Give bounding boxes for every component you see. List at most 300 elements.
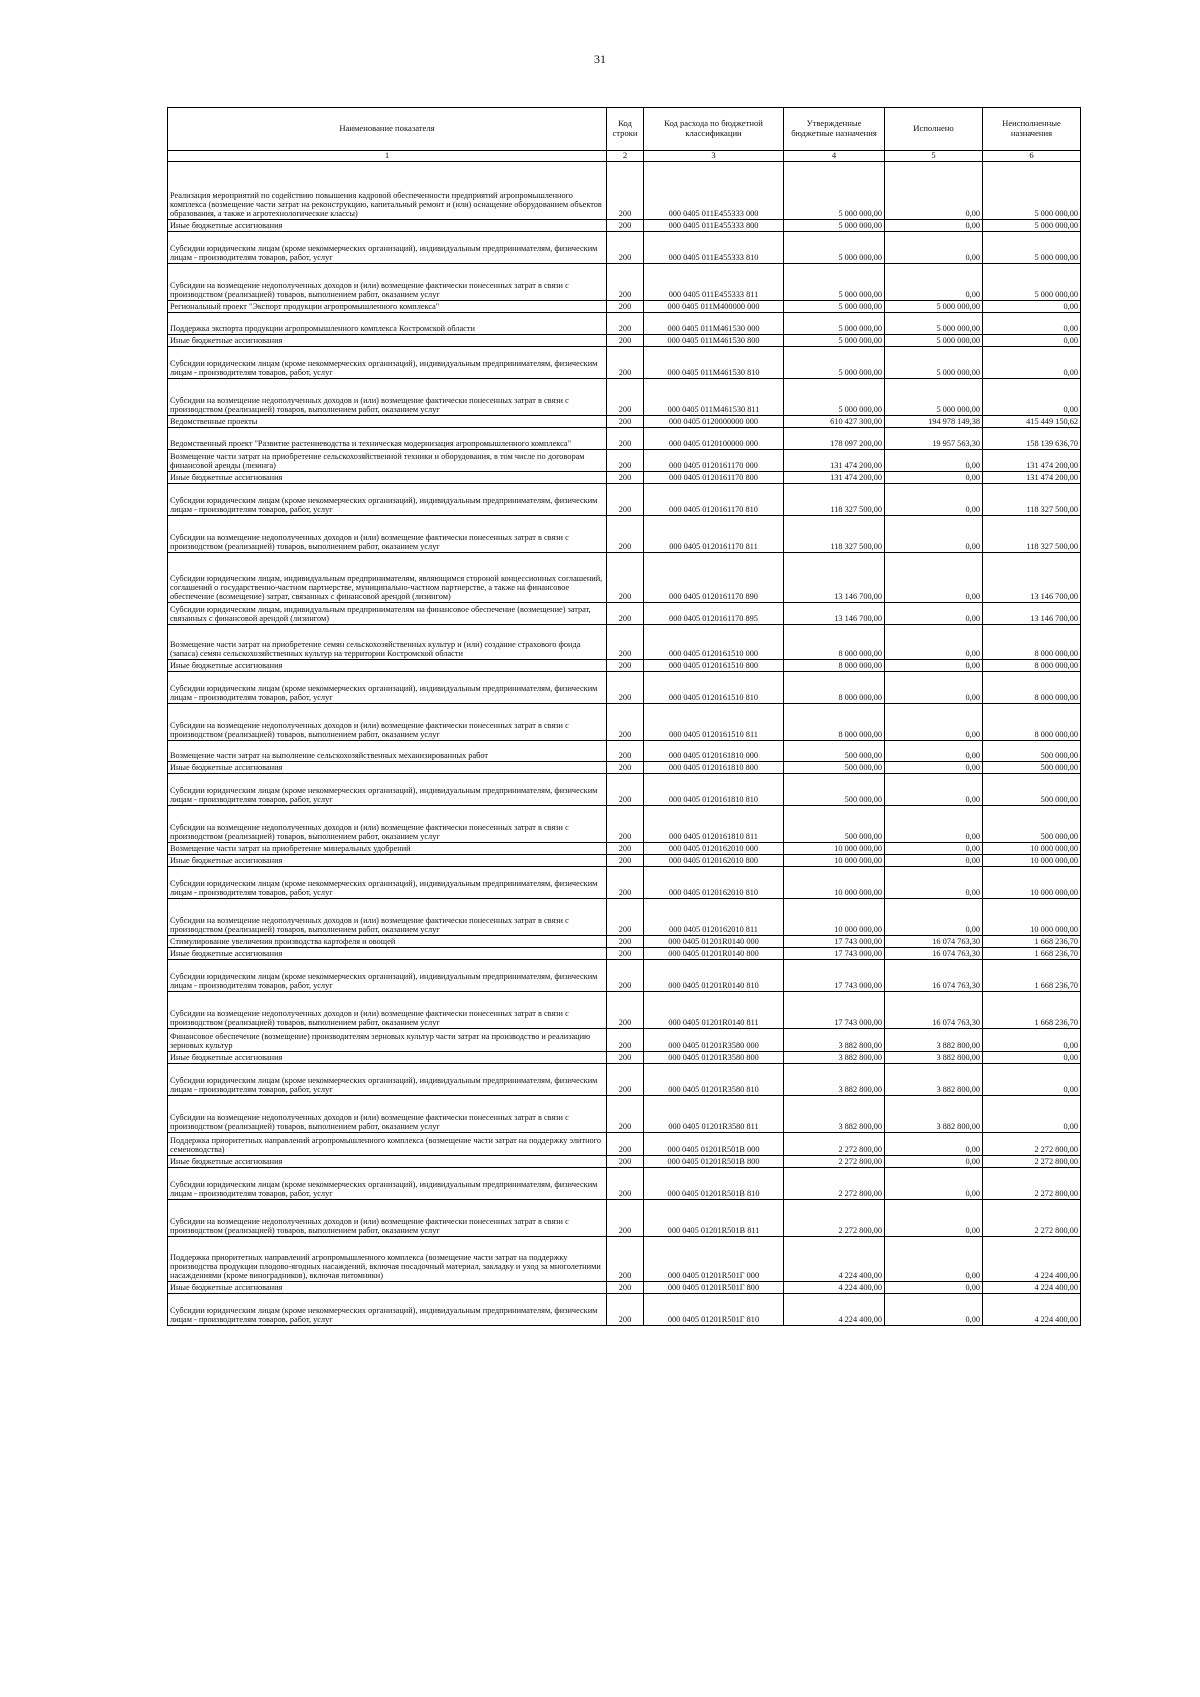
row-remaining-amount: 13 146 700,00 (983, 552, 1081, 602)
row-remaining-amount: 2 272 800,00 (983, 1132, 1081, 1155)
column-number: 6 (983, 151, 1081, 162)
row-line-code: 200 (607, 959, 644, 991)
row-line-code: 200 (607, 854, 644, 866)
header-remaining: Неисполненные назначения (983, 108, 1081, 151)
row-budget-code: 000 0405 0120162010 811 (644, 898, 784, 935)
row-executed-amount: 0,00 (885, 624, 983, 659)
row-remaining-amount: 131 474 200,00 (983, 449, 1081, 471)
row-budget-code: 000 0405 0120161810 800 (644, 761, 784, 773)
row-budget-code: 000 0405 0120161810 000 (644, 740, 784, 761)
row-approved-amount: 5 000 000,00 (784, 161, 885, 219)
row-executed-amount: 3 882 800,00 (885, 1028, 983, 1051)
row-remaining-amount: 5 000 000,00 (983, 263, 1081, 300)
row-indicator-name: Субсидии юридическим лицам (кроме некоммерческих организаций), индивидуальным предпринимателям, физическим лицам - производителям товаров, работ, услуг (168, 671, 607, 703)
row-indicator-name: Иные бюджетные ассигнования (168, 334, 607, 346)
row-approved-amount: 3 882 800,00 (784, 1028, 885, 1051)
row-budget-code: 000 0405 011М461530 000 (644, 312, 784, 334)
table-row (168, 263, 1081, 300)
row-line-code: 200 (607, 1095, 644, 1132)
row-remaining-amount: 0,00 (983, 378, 1081, 415)
row-line-code: 200 (607, 471, 644, 483)
table-row (168, 312, 1081, 334)
table-row (168, 515, 1081, 552)
row-budget-code: 000 0405 011Е455333 800 (644, 219, 784, 231)
row-remaining-amount: 10 000 000,00 (983, 854, 1081, 866)
row-executed-amount: 16 074 763,30 (885, 947, 983, 959)
table-row (168, 805, 1081, 842)
row-approved-amount: 2 272 800,00 (784, 1167, 885, 1199)
header-approved: Утвержденные бюджетные назначения (784, 108, 885, 151)
row-budget-code: 000 0405 01201R501В 811 (644, 1199, 784, 1236)
row-remaining-amount: 118 327 500,00 (983, 483, 1081, 515)
row-remaining-amount: 2 272 800,00 (983, 1167, 1081, 1199)
row-remaining-amount: 10 000 000,00 (983, 866, 1081, 898)
row-executed-amount: 0,00 (885, 219, 983, 231)
row-approved-amount: 17 743 000,00 (784, 947, 885, 959)
row-remaining-amount: 2 272 800,00 (983, 1199, 1081, 1236)
row-indicator-name: Иные бюджетные ассигнования (168, 947, 607, 959)
row-executed-amount: 0,00 (885, 740, 983, 761)
row-line-code: 200 (607, 427, 644, 449)
row-approved-amount: 5 000 000,00 (784, 231, 885, 263)
row-executed-amount: 0,00 (885, 515, 983, 552)
row-line-code: 200 (607, 624, 644, 659)
row-budget-code: 000 0405 0120161170 895 (644, 602, 784, 624)
column-number: 1 (168, 151, 607, 162)
row-approved-amount: 8 000 000,00 (784, 624, 885, 659)
row-executed-amount: 0,00 (885, 866, 983, 898)
row-budget-code: 000 0405 011М400000 000 (644, 300, 784, 312)
row-indicator-name: Возмещение части затрат на приобретение семян сельскохозяйственных культур и (или) создание страхового фонда (запаса) семян сельскохозяйственных культур на территории Костромской области (168, 624, 607, 659)
table-row (168, 552, 1081, 602)
row-executed-amount: 0,00 (885, 231, 983, 263)
table-row (168, 1199, 1081, 1236)
row-indicator-name: Поддержка приоритетных направлений агропромышленного комплекса (возмещение части затрат на поддержку элитного семеноводства) (168, 1132, 607, 1155)
row-approved-amount: 5 000 000,00 (784, 219, 885, 231)
row-line-code: 200 (607, 1051, 644, 1063)
row-approved-amount: 8 000 000,00 (784, 671, 885, 703)
row-executed-amount: 0,00 (885, 703, 983, 740)
table-row (168, 1028, 1081, 1051)
row-approved-amount: 5 000 000,00 (784, 300, 885, 312)
row-executed-amount: 0,00 (885, 1236, 983, 1281)
row-executed-amount: 0,00 (885, 483, 983, 515)
row-executed-amount: 0,00 (885, 1167, 983, 1199)
row-indicator-name: Иные бюджетные ассигнования (168, 761, 607, 773)
row-executed-amount: 0,00 (885, 842, 983, 854)
row-remaining-amount: 8 000 000,00 (983, 671, 1081, 703)
row-executed-amount: 0,00 (885, 471, 983, 483)
row-executed-amount: 3 882 800,00 (885, 1063, 983, 1095)
row-indicator-name: Ведомственный проект "Развитие растениеводства и техническая модернизация агропромышленного комплекса" (168, 427, 607, 449)
row-remaining-amount: 500 000,00 (983, 740, 1081, 761)
row-line-code: 200 (607, 378, 644, 415)
row-executed-amount: 0,00 (885, 1281, 983, 1293)
row-indicator-name: Иные бюджетные ассигнования (168, 659, 607, 671)
row-budget-code: 000 0405 01201R501Г 810 (644, 1293, 784, 1325)
table-row (168, 773, 1081, 805)
row-budget-code: 000 0405 01201R501В 000 (644, 1132, 784, 1155)
table-header-row (168, 108, 1081, 151)
row-budget-code: 000 0405 01201R0140 810 (644, 959, 784, 991)
row-remaining-amount: 5 000 000,00 (983, 219, 1081, 231)
row-approved-amount: 131 474 200,00 (784, 471, 885, 483)
row-executed-amount: 0,00 (885, 602, 983, 624)
row-approved-amount: 10 000 000,00 (784, 866, 885, 898)
row-approved-amount: 2 272 800,00 (784, 1199, 885, 1236)
table-row (168, 1051, 1081, 1063)
table-row (168, 1167, 1081, 1199)
row-indicator-name: Иные бюджетные ассигнования (168, 854, 607, 866)
row-indicator-name: Возмещение части затрат на выполнение сельскохозяйственных механизированных работ (168, 740, 607, 761)
row-indicator-name: Субсидии юридическим лицам (кроме некоммерческих организаций), индивидуальным предпринимателям, физическим лицам - производителям товаров, работ, услуг (168, 346, 607, 378)
row-approved-amount: 5 000 000,00 (784, 263, 885, 300)
row-approved-amount: 178 097 200,00 (784, 427, 885, 449)
row-indicator-name: Стимулирование увеличения производства картофеля и овощей (168, 935, 607, 947)
row-approved-amount: 17 743 000,00 (784, 935, 885, 947)
row-budget-code: 000 0405 0120100000 000 (644, 427, 784, 449)
table-row (168, 415, 1081, 427)
row-budget-code: 000 0405 0120161170 811 (644, 515, 784, 552)
row-line-code: 200 (607, 415, 644, 427)
row-executed-amount: 0,00 (885, 805, 983, 842)
row-remaining-amount: 5 000 000,00 (983, 231, 1081, 263)
row-line-code: 200 (607, 219, 644, 231)
row-approved-amount: 118 327 500,00 (784, 483, 885, 515)
row-remaining-amount: 4 224 400,00 (983, 1281, 1081, 1293)
table-row (168, 624, 1081, 659)
row-budget-code: 000 0405 01201R0140 800 (644, 947, 784, 959)
row-remaining-amount: 0,00 (983, 1095, 1081, 1132)
row-budget-code: 000 0405 01201R3580 811 (644, 1095, 784, 1132)
column-number-row (168, 151, 1081, 162)
column-number: 5 (885, 151, 983, 162)
row-budget-code: 000 0405 0120000000 000 (644, 415, 784, 427)
row-remaining-amount: 13 146 700,00 (983, 602, 1081, 624)
table-row (168, 471, 1081, 483)
row-indicator-name: Субсидии на возмещение недополученных доходов и (или) возмещение фактически понесенных затрат в связи с производством (реализацией) товаров, выполнением работ, оказанием услуг (168, 263, 607, 300)
row-indicator-name: Субсидии юридическим лицам (кроме некоммерческих организаций), индивидуальным предпринимателям, физическим лицам - производителям товаров, работ, услуг (168, 1063, 607, 1095)
header-executed: Исполнено (885, 108, 983, 151)
row-executed-amount: 0,00 (885, 1199, 983, 1236)
row-line-code: 200 (607, 703, 644, 740)
row-executed-amount: 0,00 (885, 1132, 983, 1155)
row-budget-code: 000 0405 0120161810 810 (644, 773, 784, 805)
column-number: 2 (607, 151, 644, 162)
row-remaining-amount: 1 668 236,70 (983, 991, 1081, 1028)
row-executed-amount: 5 000 000,00 (885, 346, 983, 378)
row-line-code: 200 (607, 1155, 644, 1167)
row-budget-code: 000 0405 01201R501В 810 (644, 1167, 784, 1199)
row-budget-code: 000 0405 011М461530 800 (644, 334, 784, 346)
row-line-code: 200 (607, 947, 644, 959)
row-line-code: 200 (607, 773, 644, 805)
row-line-code: 200 (607, 602, 644, 624)
row-remaining-amount: 131 474 200,00 (983, 471, 1081, 483)
row-budget-code: 000 0405 0120162010 810 (644, 866, 784, 898)
row-indicator-name: Ведомственные проекты (168, 415, 607, 427)
header-line-code: Код строки (607, 108, 644, 151)
row-line-code: 200 (607, 761, 644, 773)
row-executed-amount: 0,00 (885, 1293, 983, 1325)
row-line-code: 200 (607, 1132, 644, 1155)
row-remaining-amount: 158 139 636,70 (983, 427, 1081, 449)
row-executed-amount: 19 957 563,30 (885, 427, 983, 449)
row-budget-code: 000 0405 0120161510 811 (644, 703, 784, 740)
row-budget-code: 000 0405 01201R0140 811 (644, 991, 784, 1028)
row-line-code: 200 (607, 552, 644, 602)
row-budget-code: 000 0405 011Е455333 810 (644, 231, 784, 263)
row-budget-code: 000 0405 0120161510 000 (644, 624, 784, 659)
table-row (168, 300, 1081, 312)
table-row (168, 740, 1081, 761)
row-executed-amount: 0,00 (885, 773, 983, 805)
row-executed-amount: 0,00 (885, 161, 983, 219)
row-remaining-amount: 10 000 000,00 (983, 842, 1081, 854)
row-executed-amount: 0,00 (885, 898, 983, 935)
row-indicator-name: Субсидии юридическим лицам (кроме некоммерческих организаций), индивидуальным предпринимателям, физическим лицам - производителям товаров, работ, услуг (168, 483, 607, 515)
row-line-code: 200 (607, 935, 644, 947)
table-row (168, 1236, 1081, 1281)
row-line-code: 200 (607, 263, 644, 300)
row-executed-amount: 0,00 (885, 263, 983, 300)
row-indicator-name: Иные бюджетные ассигнования (168, 471, 607, 483)
row-executed-amount: 5 000 000,00 (885, 378, 983, 415)
row-executed-amount: 3 882 800,00 (885, 1051, 983, 1063)
row-approved-amount: 4 224 400,00 (784, 1281, 885, 1293)
row-line-code: 200 (607, 671, 644, 703)
row-remaining-amount: 8 000 000,00 (983, 659, 1081, 671)
row-indicator-name: Иные бюджетные ассигнования (168, 1155, 607, 1167)
row-approved-amount: 10 000 000,00 (784, 854, 885, 866)
row-approved-amount: 13 146 700,00 (784, 552, 885, 602)
row-budget-code: 000 0405 0120161170 810 (644, 483, 784, 515)
row-indicator-name: Субсидии юридическим лицам, индивидуальным предпринимателям, являющимся стороной концессионных соглашений, соглашений о государственно-частном партнерстве, муниципально-частном партнерстве, а также на финансовое обеспечение (возмещение) затрат, связанных с финансовой арендой (лизингом) (168, 552, 607, 602)
row-executed-amount: 16 074 763,30 (885, 935, 983, 947)
row-executed-amount: 0,00 (885, 671, 983, 703)
row-indicator-name: Субсидии на возмещение недополученных доходов и (или) возмещение фактически понесенных затрат в связи с производством (реализацией) товаров, выполнением работ, оказанием услуг (168, 991, 607, 1028)
row-executed-amount: 16 074 763,30 (885, 991, 983, 1028)
table-row (168, 659, 1081, 671)
row-approved-amount: 131 474 200,00 (784, 449, 885, 471)
row-budget-code: 000 0405 01201R501Г 800 (644, 1281, 784, 1293)
row-approved-amount: 5 000 000,00 (784, 334, 885, 346)
row-budget-code: 000 0405 011Е455333 811 (644, 263, 784, 300)
row-remaining-amount: 1 668 236,70 (983, 959, 1081, 991)
row-indicator-name: Субсидии на возмещение недополученных доходов и (или) возмещение фактически понесенных затрат в связи с производством (реализацией) товаров, выполнением работ, оказанием услуг (168, 378, 607, 415)
table-row (168, 959, 1081, 991)
table-row (168, 671, 1081, 703)
row-budget-code: 000 0405 011М461530 811 (644, 378, 784, 415)
row-budget-code: 000 0405 0120161170 800 (644, 471, 784, 483)
row-line-code: 200 (607, 1028, 644, 1051)
row-line-code: 200 (607, 991, 644, 1028)
row-remaining-amount: 500 000,00 (983, 805, 1081, 842)
row-approved-amount: 118 327 500,00 (784, 515, 885, 552)
row-approved-amount: 500 000,00 (784, 773, 885, 805)
table-row (168, 602, 1081, 624)
row-indicator-name: Иные бюджетные ассигнования (168, 219, 607, 231)
row-budget-code: 000 0405 011М461530 810 (644, 346, 784, 378)
row-remaining-amount: 500 000,00 (983, 761, 1081, 773)
row-indicator-name: Поддержка экспорта продукции агропромышленного комплекса Костромской области (168, 312, 607, 334)
row-remaining-amount: 0,00 (983, 300, 1081, 312)
table-row (168, 231, 1081, 263)
row-approved-amount: 2 272 800,00 (784, 1155, 885, 1167)
row-remaining-amount: 8 000 000,00 (983, 624, 1081, 659)
row-line-code: 200 (607, 483, 644, 515)
table-row (168, 1281, 1081, 1293)
row-line-code: 200 (607, 898, 644, 935)
row-indicator-name: Возмещение части затрат на приобретение минеральных удобрений (168, 842, 607, 854)
row-indicator-name: Субсидии юридическим лицам (кроме некоммерческих организаций), индивидуальным предпринимателям, физическим лицам - производителям товаров, работ, услуг (168, 1293, 607, 1325)
row-indicator-name: Субсидии на возмещение недополученных доходов и (или) возмещение фактически понесенных затрат в связи с производством (реализацией) товаров, выполнением работ, оказанием услуг (168, 1095, 607, 1132)
row-line-code: 200 (607, 300, 644, 312)
row-indicator-name: Субсидии юридическим лицам, индивидуальным предпринимателям на финансовое обеспечение (возмещение) затрат, связанных с финансовой арендой (лизингом) (168, 602, 607, 624)
header-budget-code: Код расхода по бюджетной классификации (644, 108, 784, 151)
row-executed-amount: 5 000 000,00 (885, 312, 983, 334)
row-remaining-amount: 1 668 236,70 (983, 947, 1081, 959)
row-indicator-name: Региональный проект "Экспорт продукции агропромышленного комплекса" (168, 300, 607, 312)
row-line-code: 200 (607, 312, 644, 334)
table-row (168, 935, 1081, 947)
row-remaining-amount: 0,00 (983, 1063, 1081, 1095)
row-executed-amount: 0,00 (885, 659, 983, 671)
row-line-code: 200 (607, 1063, 644, 1095)
table-row (168, 378, 1081, 415)
row-line-code: 200 (607, 1293, 644, 1325)
row-remaining-amount: 10 000 000,00 (983, 898, 1081, 935)
row-budget-code: 000 0405 01201R3580 800 (644, 1051, 784, 1063)
table-row (168, 334, 1081, 346)
row-budget-code: 000 0405 01201R501Г 000 (644, 1236, 784, 1281)
row-remaining-amount: 0,00 (983, 1051, 1081, 1063)
row-approved-amount: 5 000 000,00 (784, 378, 885, 415)
row-line-code: 200 (607, 842, 644, 854)
row-remaining-amount: 5 000 000,00 (983, 161, 1081, 219)
row-line-code: 200 (607, 231, 644, 263)
row-executed-amount: 194 978 149,38 (885, 415, 983, 427)
row-budget-code: 000 0405 011Е455333 000 (644, 161, 784, 219)
row-line-code: 200 (607, 1167, 644, 1199)
row-approved-amount: 610 427 300,00 (784, 415, 885, 427)
row-remaining-amount: 0,00 (983, 346, 1081, 378)
row-line-code: 200 (607, 659, 644, 671)
row-approved-amount: 4 224 400,00 (784, 1293, 885, 1325)
row-executed-amount: 0,00 (885, 1155, 983, 1167)
row-line-code: 200 (607, 740, 644, 761)
row-executed-amount: 16 074 763,30 (885, 959, 983, 991)
row-indicator-name: Субсидии юридическим лицам (кроме некоммерческих организаций), индивидуальным предпринимателям, физическим лицам - производителям товаров, работ, услуг (168, 773, 607, 805)
row-approved-amount: 10 000 000,00 (784, 898, 885, 935)
row-indicator-name: Субсидии юридическим лицам (кроме некоммерческих организаций), индивидуальным предпринимателям, физическим лицам - производителям товаров, работ, услуг (168, 231, 607, 263)
row-remaining-amount: 118 327 500,00 (983, 515, 1081, 552)
row-line-code: 200 (607, 334, 644, 346)
row-indicator-name: Финансовое обеспечение (возмещение) производителям зерновых культур части затрат на производство и реализацию зерновых культур (168, 1028, 607, 1051)
row-line-code: 200 (607, 1236, 644, 1281)
row-executed-amount: 5 000 000,00 (885, 300, 983, 312)
table-row (168, 1293, 1081, 1325)
row-approved-amount: 500 000,00 (784, 761, 885, 773)
table-row (168, 427, 1081, 449)
header-indicator-name: Наименование показателя (168, 108, 607, 151)
row-indicator-name: Иные бюджетные ассигнования (168, 1051, 607, 1063)
row-approved-amount: 13 146 700,00 (784, 602, 885, 624)
table-row (168, 866, 1081, 898)
row-indicator-name: Субсидии юридическим лицам (кроме некоммерческих организаций), индивидуальным предпринимателям, физическим лицам - производителям товаров, работ, услуг (168, 866, 607, 898)
row-indicator-name: Субсидии на возмещение недополученных доходов и (или) возмещение фактически понесенных затрат в связи с производством (реализацией) товаров, выполнением работ, оказанием услуг (168, 898, 607, 935)
table-row (168, 483, 1081, 515)
table-row (168, 346, 1081, 378)
table-row (168, 703, 1081, 740)
row-remaining-amount: 4 224 400,00 (983, 1293, 1081, 1325)
row-remaining-amount: 4 224 400,00 (983, 1236, 1081, 1281)
row-budget-code: 000 0405 01201R501В 800 (644, 1155, 784, 1167)
row-indicator-name: Субсидии на возмещение недополученных доходов и (или) возмещение фактически понесенных затрат в связи с производством (реализацией) товаров, выполнением работ, оказанием услуг (168, 515, 607, 552)
row-executed-amount: 3 882 800,00 (885, 1095, 983, 1132)
row-executed-amount: 0,00 (885, 552, 983, 602)
page-number: 31 (594, 52, 606, 66)
row-indicator-name: Субсидии юридическим лицам (кроме некоммерческих организаций), индивидуальным предпринимателям, физическим лицам - производителям товаров, работ, услуг (168, 959, 607, 991)
row-line-code: 200 (607, 515, 644, 552)
row-approved-amount: 500 000,00 (784, 805, 885, 842)
table-row (168, 1155, 1081, 1167)
row-approved-amount: 10 000 000,00 (784, 842, 885, 854)
row-indicator-name: Субсидии на возмещение недополученных доходов и (или) возмещение фактически понесенных затрат в связи с производством (реализацией) товаров, выполнением работ, оказанием услуг (168, 1199, 607, 1236)
row-indicator-name: Субсидии на возмещение недополученных доходов и (или) возмещение фактически понесенных затрат в связи с производством (реализацией) товаров, выполнением работ, оказанием услуг (168, 805, 607, 842)
row-approved-amount: 4 224 400,00 (784, 1236, 885, 1281)
row-line-code: 200 (607, 449, 644, 471)
row-budget-code: 000 0405 0120161810 811 (644, 805, 784, 842)
row-executed-amount: 0,00 (885, 854, 983, 866)
row-budget-code: 000 0405 0120162010 000 (644, 842, 784, 854)
row-approved-amount: 500 000,00 (784, 740, 885, 761)
row-remaining-amount: 0,00 (983, 334, 1081, 346)
row-line-code: 200 (607, 1281, 644, 1293)
row-remaining-amount: 0,00 (983, 1028, 1081, 1051)
row-indicator-name: Возмещение части затрат на приобретение сельскохозяйственной техники и оборудования, в том числе по договорам финансовой аренды (лизинга) (168, 449, 607, 471)
row-approved-amount: 3 882 800,00 (784, 1095, 885, 1132)
row-budget-code: 000 0405 01201R0140 000 (644, 935, 784, 947)
row-budget-code: 000 0405 0120161170 890 (644, 552, 784, 602)
row-indicator-name: Субсидии юридическим лицам (кроме некоммерческих организаций), индивидуальным предпринимателям, физическим лицам - производителям товаров, работ, услуг (168, 1167, 607, 1199)
row-budget-code: 000 0405 01201R3580 000 (644, 1028, 784, 1051)
table-row (168, 991, 1081, 1028)
row-approved-amount: 2 272 800,00 (784, 1132, 885, 1155)
row-budget-code: 000 0405 0120161510 810 (644, 671, 784, 703)
table-row (168, 898, 1081, 935)
row-budget-code: 000 0405 0120161510 800 (644, 659, 784, 671)
table-row (168, 842, 1081, 854)
table-row (168, 1095, 1081, 1132)
row-executed-amount: 0,00 (885, 449, 983, 471)
row-indicator-name: Субсидии на возмещение недополученных доходов и (или) возмещение фактически понесенных затрат в связи с производством (реализацией) товаров, выполнением работ, оказанием услуг (168, 703, 607, 740)
row-approved-amount: 5 000 000,00 (784, 312, 885, 334)
row-approved-amount: 17 743 000,00 (784, 991, 885, 1028)
row-indicator-name: Иные бюджетные ассигнования (168, 1281, 607, 1293)
row-budget-code: 000 0405 0120161170 000 (644, 449, 784, 471)
row-indicator-name: Поддержка приоритетных направлений агропромышленного комплекса (возмещение части затрат на поддержку производства продукции плодово-ягодных насаждений, включая посадочный материал, закладку и уход за многолетними насаждениями (кроме виноградников), включая питомники) (168, 1236, 607, 1281)
row-approved-amount: 5 000 000,00 (784, 346, 885, 378)
row-line-code: 200 (607, 866, 644, 898)
row-approved-amount: 8 000 000,00 (784, 703, 885, 740)
table-row (168, 161, 1081, 219)
row-remaining-amount: 500 000,00 (983, 773, 1081, 805)
row-approved-amount: 17 743 000,00 (784, 959, 885, 991)
row-remaining-amount: 415 449 150,62 (983, 415, 1081, 427)
table-row (168, 947, 1081, 959)
row-approved-amount: 3 882 800,00 (784, 1051, 885, 1063)
